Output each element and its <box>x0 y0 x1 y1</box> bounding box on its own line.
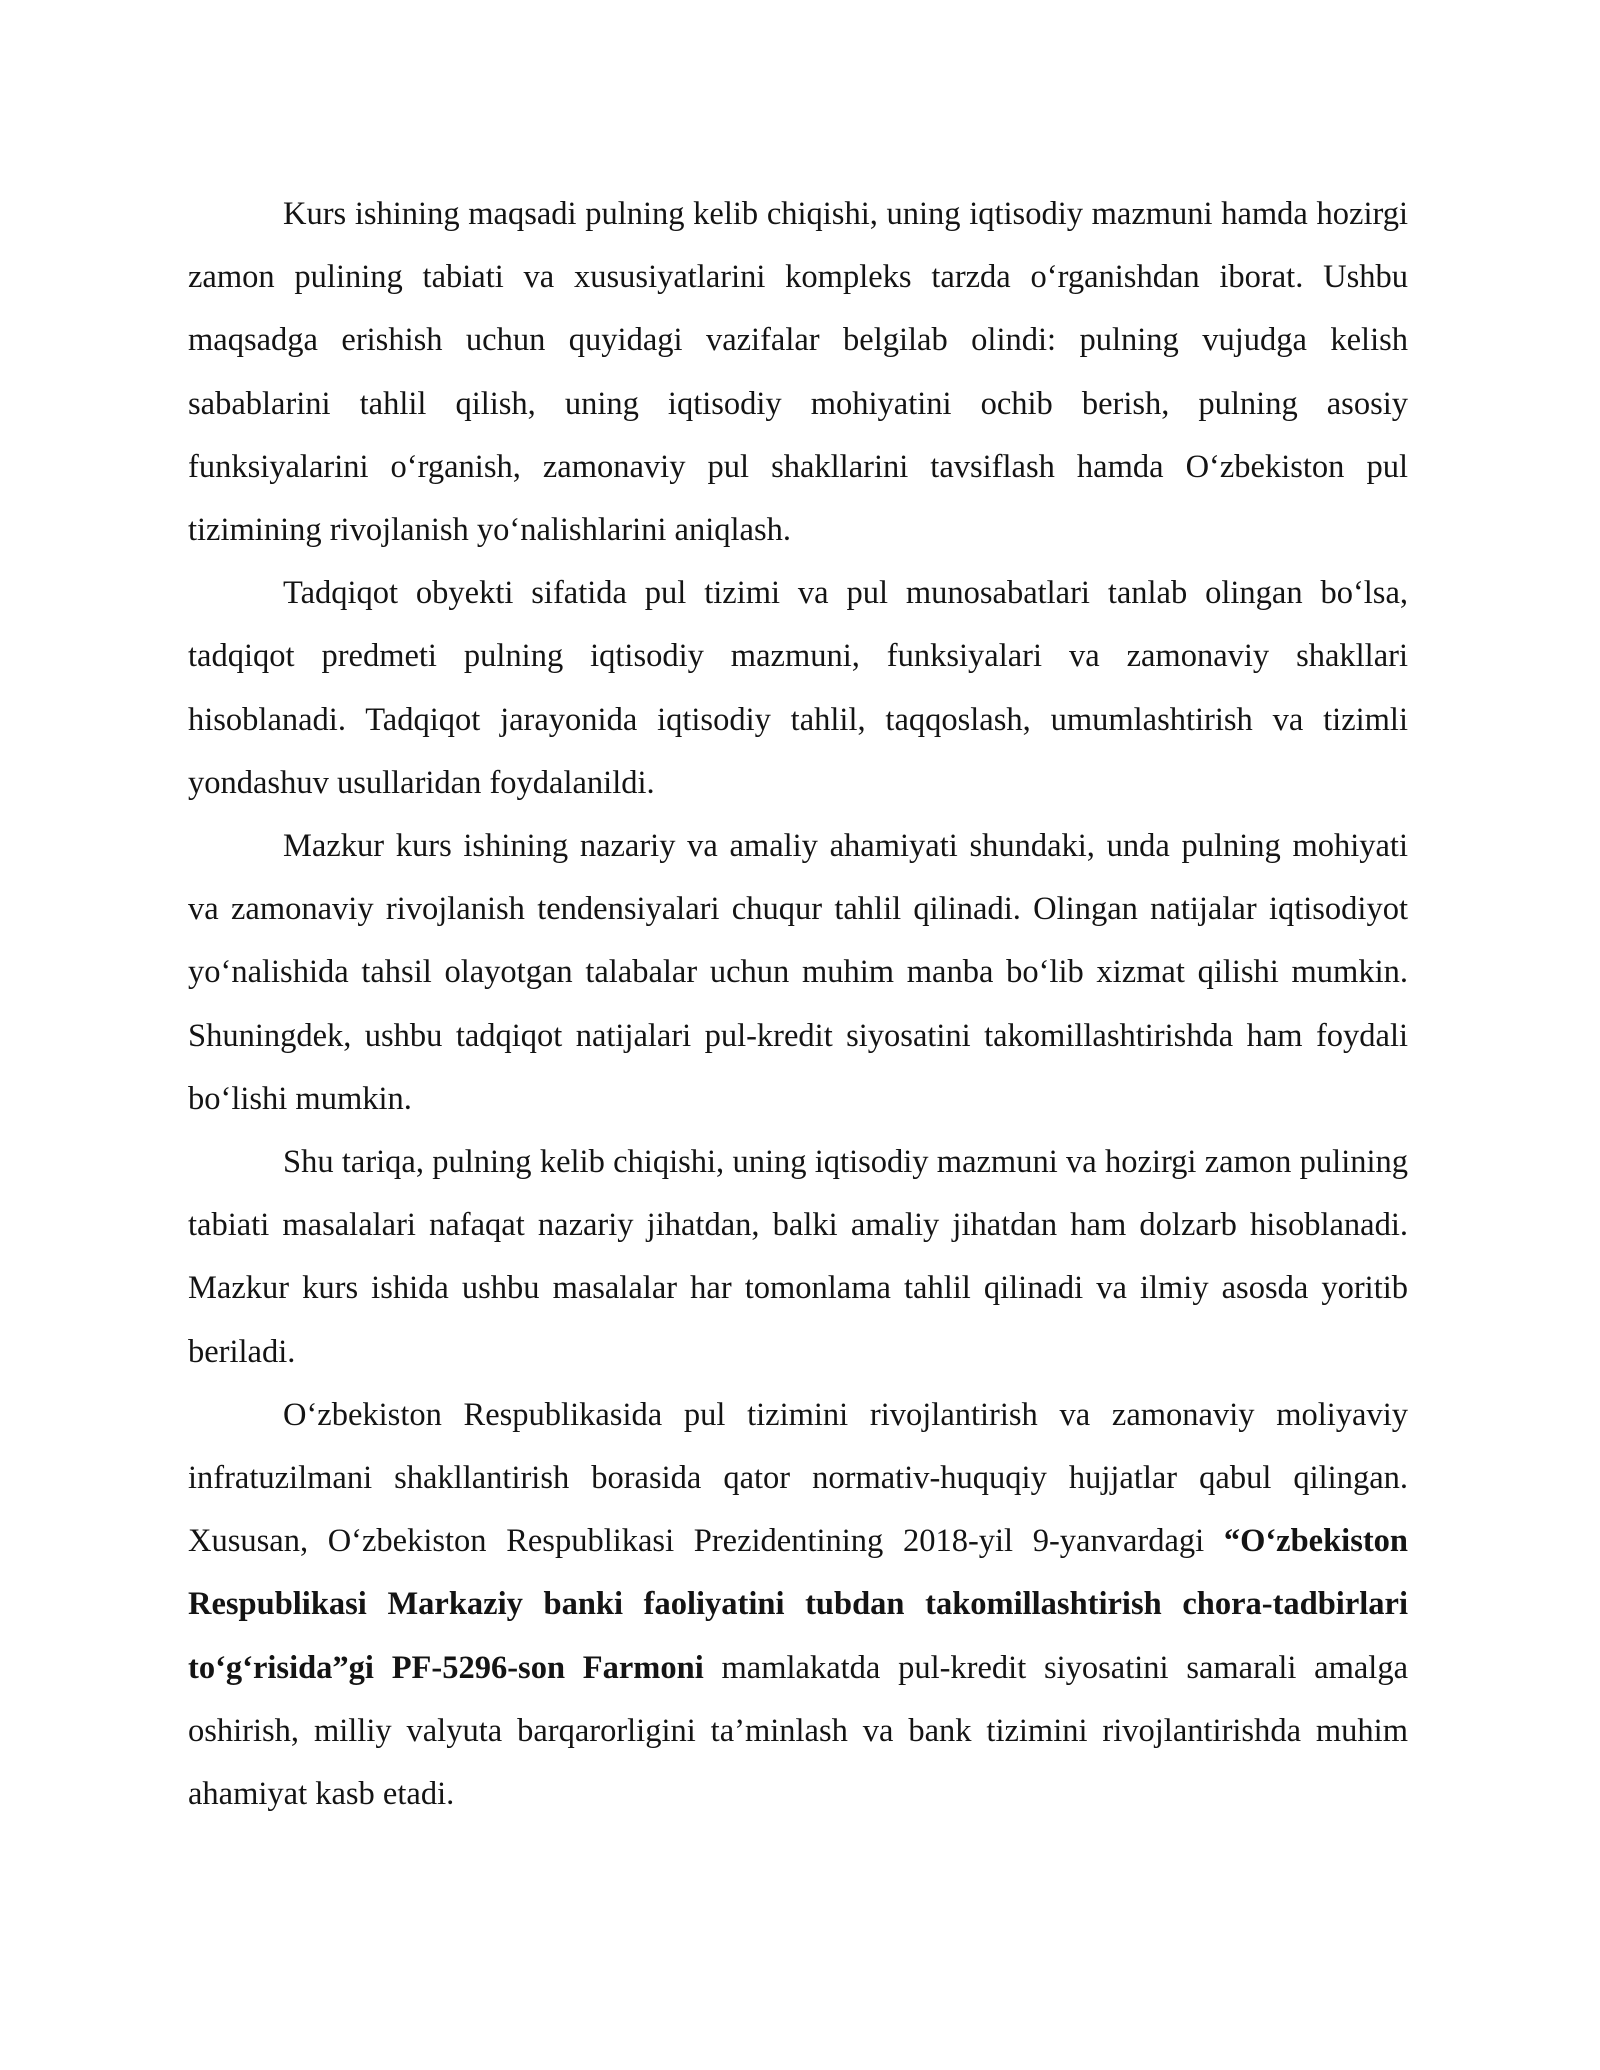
paragraph-summary: Shu tariqa, pulning kelib chiqishi, uning iqtisodiy mazmuni va hozirgi zamon pulining tabiati masalalari nafaqat nazariy jihatdan, balki amaliy jihatdan ham dolzarb hisoblanadi. Mazkur kurs ishida ushbu masalalar har tomonlama tahlil qilinadi va ilmiy asosda yoritib beriladi. <box>188 1144 1408 1370</box>
paragraph-goal: Kurs ishining maqsadi pulning kelib chiqishi, uning iqtisodiy mazmuni hamda hozirgi zamon pulining tabiati va xususiyatlarini kompleks tarzda o‘rganishdan iborat. Ushbu maqsadga erishish uchun quyidagi vazifalar belgilab olindi: pulning vujudga kelish sabablarini tahlil qilish, uning iqtisodiy mohiyatini ochib berish, pulning asosiy funksiyalarini o‘rganish, zamonaviy pul shakllarini tavsiflash hamda O‘zbekiston pul tizimining rivojlanish yo‘nalishlarini aniqlash. <box>188 196 1408 549</box>
paragraph-legal-basis <box>188 1384 1408 1826</box>
decree-title: “O‘zbekiston Respublikasi Markaziy banki faoliyatini tubdan takomillashtirish chora-tadbirlari to‘g‘risida”gi PF-5296-son Farmoni <box>188 1523 1408 1686</box>
document-page <box>188 183 1408 1826</box>
paragraph-research-object: Tadqiqot obyekti sifatida pul tizimi va pul munosabatlari tanlab olingan bo‘lsa, tadqiqot predmeti pulning iqtisodiy mazmuni, funksiyalari va zamonaviy shakllari hisoblanadi. Tadqiqot jarayonida iqtisodiy tahlil, taqqoslash, umumlashtirish va tizimli yondashuv usullaridan foydalanildi. <box>188 575 1408 801</box>
legal-basis-text-before: O‘zbekiston Respublikasida pul tizimini rivojlantirish va zamonaviy moliyaviy infratuzilmani shakllantirish borasida qator normativ-huquqiy hujjatlar qabul qilingan. Xususan, O‘zbekiston Respublikasi Prezidentining 2018-yil 9-yanvardagi <box>188 1396 1408 1560</box>
legal-basis-text-after: mamlakatda pul-kredit siyosatini samarali amalga oshirish, milliy valyuta barqarorligini ta’minlash va bank tizimini rivojlantirishda muhim ahamiyat kasb etadi. <box>188 1649 1408 1813</box>
paragraph-significance: Mazkur kurs ishining nazariy va amaliy ahamiyati shundaki, unda pulning mohiyati va zamonaviy rivojlanish tendensiyalari chuqur tahlil qilinadi. Olingan natijalar iqtisodiyot yo‘nalishida tahsil olayotgan talabalar uchun muhim manba bo‘lib xizmat qilishi mumkin. Shuningdek, ushbu tadqiqot natijalari pul-kredit siyosatini takomillashtirishda ham foydali bo‘lishi mumkin. <box>188 828 1408 1117</box>
